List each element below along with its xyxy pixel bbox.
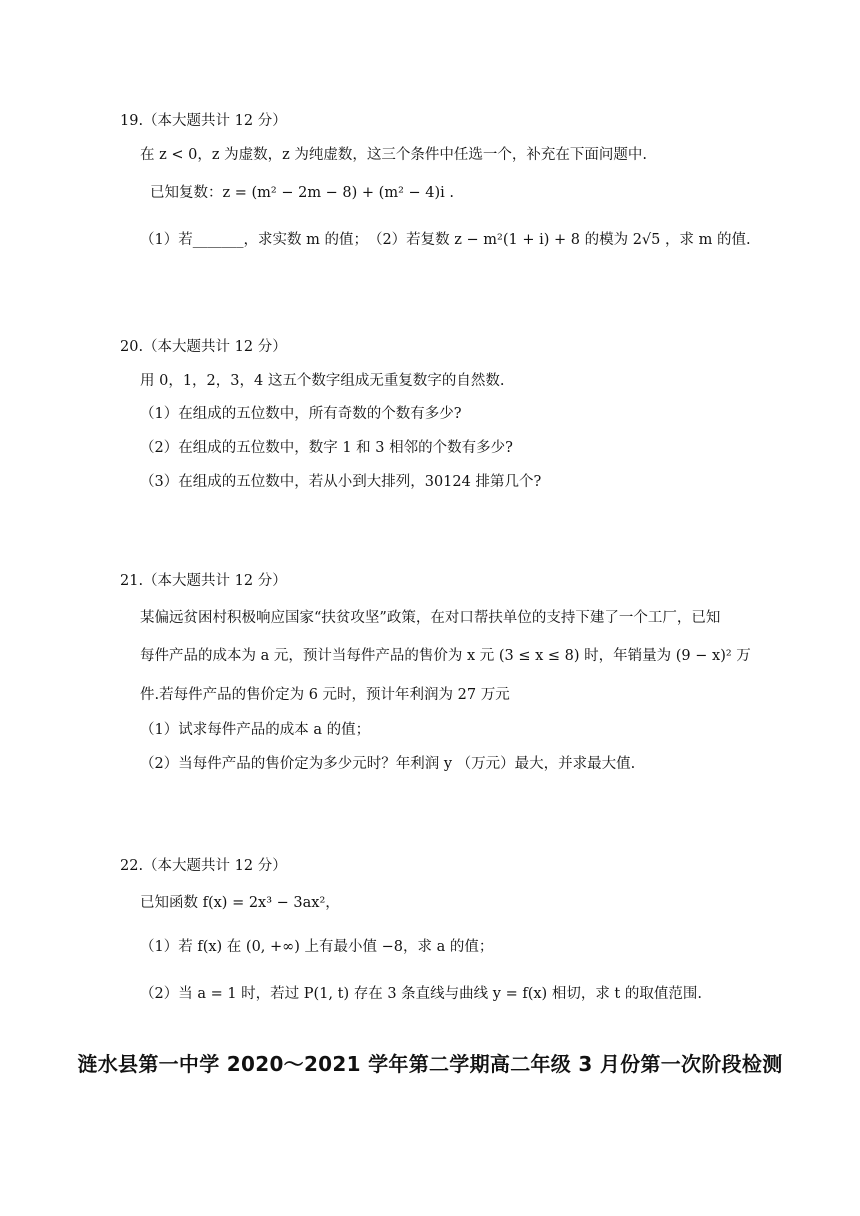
question-text: 每件产品的成本为 a 元，预计当每件产品的售价为 x 元 (3 ≤ x ≤ 8) 时，年销量为 (9 − x)² 万 — [140, 648, 751, 664]
question-text: 在 z < 0，z 为虚数，z 为纯虚数，这三个条件中任选一个，补充在下面问题中. — [140, 147, 647, 163]
question-text: 某偏远贫困村积极响应国家“扶贫攻坚”政策，在对口帮扶单位的支持下建了一个工厂，已知 — [140, 610, 721, 626]
question-text: 已知函数 f(x) = 2x³ − 3ax²， — [140, 895, 340, 911]
question-text: 用 0，1，2，3，4 这五个数字组成无重复数字的自然数. — [140, 373, 505, 389]
question-text: （1）若 f(x) 在 (0, +∞) 上有最小值 −8，求 a 的值； — [140, 939, 494, 955]
question-text: （3）在组成的五位数中，若从小到大排列，30124 排第几个? — [140, 474, 542, 490]
question-text: （2）当每件产品的售价定为多少元时？年利润 y （万元）最大，并求最大值. — [140, 756, 636, 772]
exam-title-footer: 涟水县第一中学 2020～2021 学年第二学期高二年级 3 月份第一次阶段检测 — [77, 1052, 783, 1076]
question-header: 22.（本大题共计 12 分） — [120, 858, 287, 874]
question-header: 19.（本大题共计 12 分） — [120, 113, 287, 129]
question-text: （1）试求每件产品的成本 a 的值； — [140, 722, 371, 738]
question-header: 20.（本大题共计 12 分） — [120, 339, 287, 355]
question-text: （1）在组成的五位数中，所有奇数的个数有多少? — [140, 406, 462, 422]
question-text: （2）在组成的五位数中，数字 1 和 3 相邻的个数有多少? — [140, 440, 513, 456]
question-text: 已知复数：z = (m² − 2m − 8) + (m² − 4)i . — [150, 185, 455, 201]
question-text: （2）当 a = 1 时，若过 P(1, t) 存在 3 条直线与曲线 y = f(x) 相切，求 t 的取值范围. — [140, 986, 702, 1002]
question-text: 件.若每件产品的售价定为 6 元时，预计年利润为 27 万元 — [140, 687, 510, 703]
question-text: （1）若_______，求实数 m 的值； （2）若复数 z − m²(1 + i) + 8 的模为 2√5 ，求 m 的值. — [140, 232, 751, 248]
question-header: 21.（本大题共计 12 分） — [120, 573, 287, 589]
